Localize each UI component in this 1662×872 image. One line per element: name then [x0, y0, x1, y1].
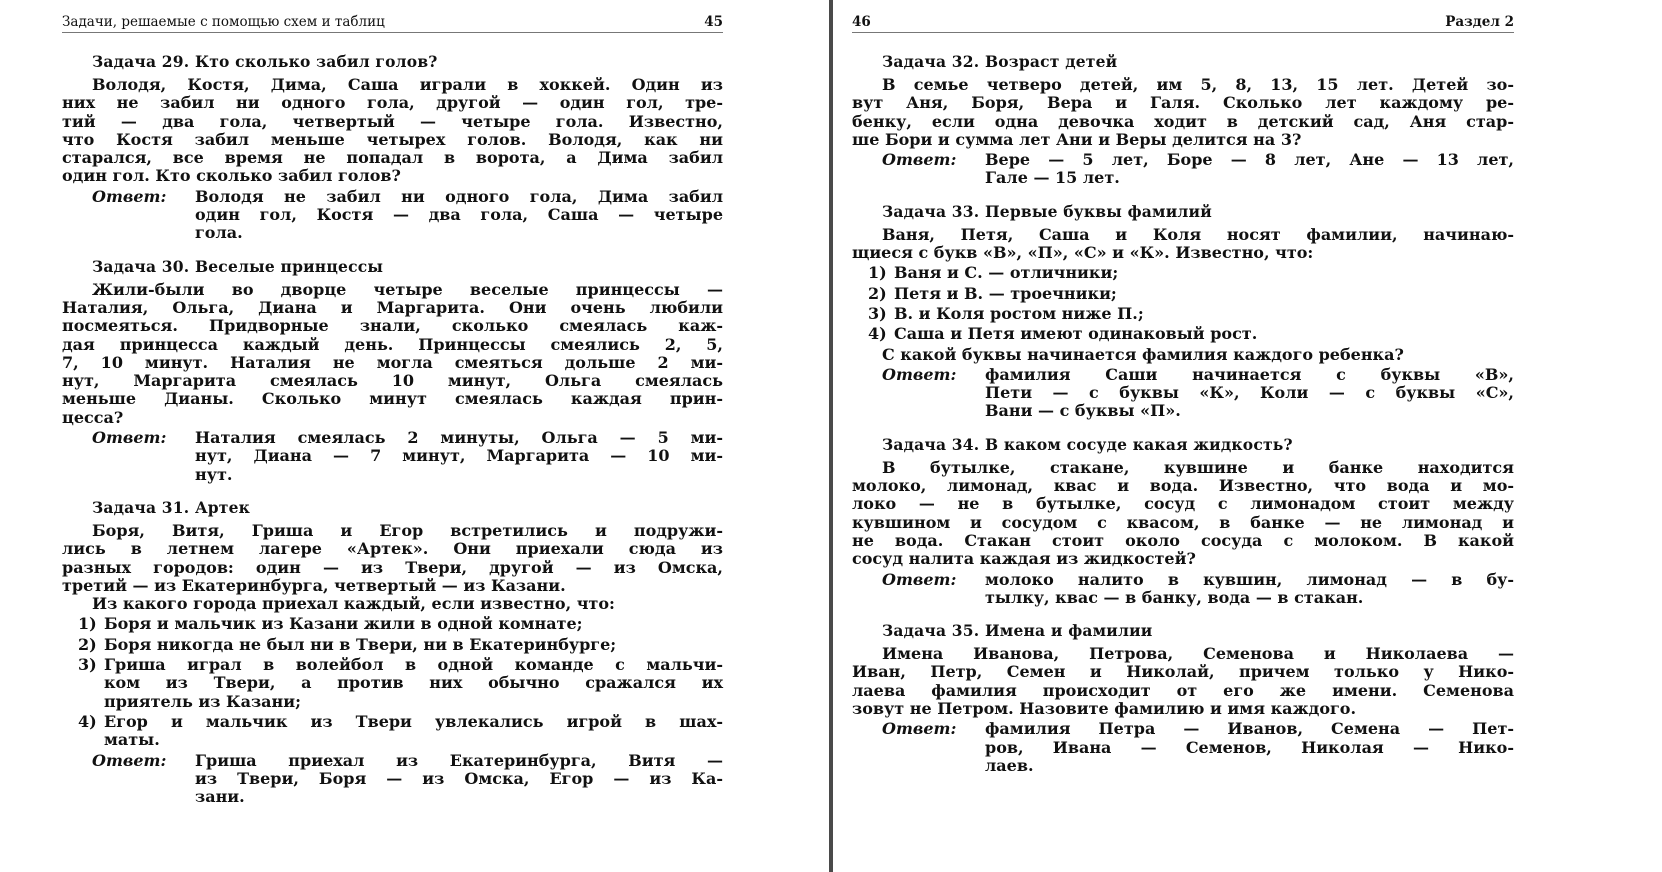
header-section: Раздел 2 [1445, 14, 1514, 30]
text-line: Петя и В. — троечники; [894, 283, 1117, 303]
answer-label: Ответ: [882, 364, 957, 384]
running-header [852, 14, 1514, 33]
condition-text [894, 285, 1514, 303]
text-line: тылку, квас — в банку, вода — в стакан. [985, 587, 1364, 607]
text-line: лись в летнем лагере «Артек». Они приехали сюда из [62, 539, 723, 559]
right-page [852, 0, 1514, 872]
condition-item [62, 615, 723, 633]
answer-block [62, 752, 723, 807]
task-body [62, 522, 723, 595]
text-line: Вере — 5 лет, Боре — 8 лет, Ане — 13 лет, [985, 150, 1514, 170]
condition-number: 3) [868, 303, 887, 323]
text-line: Гриша приехал из Екатеринбурга, Витя — [195, 750, 723, 770]
text-line: посмеяться. Придворные знали, сколько смеялась каж- [62, 316, 723, 336]
condition-text [894, 264, 1514, 282]
text-line: В бутылке, стакане, кувшине и банке находится [882, 457, 1514, 477]
answer-label: Ответ: [92, 428, 167, 448]
text-line: локо — не в бутылке, сосуд с лимонадом стоит между [852, 494, 1514, 514]
condition-list [62, 615, 723, 749]
text-line: нут, Маргарита смеялась 10 минут, Ольга смеялась [62, 371, 723, 391]
condition-item [852, 285, 1514, 303]
text-line: Саша и Петя имеют одинаковый рост. [894, 324, 1258, 344]
text-line: один гол. Кто сколько забил голов? [62, 166, 401, 186]
text-line: лаева фамилия происходит от его же имени. Семенова [852, 680, 1514, 700]
answer-block [852, 366, 1514, 421]
condition-item [852, 325, 1514, 343]
text-line: из Твери, Боря — из Омска, Егор — из Ка- [195, 768, 723, 788]
condition-text [894, 305, 1514, 323]
task-question: Из какого города приехал каждый, если известно, что: [92, 594, 615, 614]
text-line: ров, Ивана — Семенов, Николая — Нико- [985, 737, 1514, 757]
condition-text [104, 636, 723, 654]
task-title: Задача 34. В каком сосуде какая жидкость? [882, 434, 1293, 454]
task-body [852, 76, 1514, 149]
task-title: Задача 33. Первые буквы фамилий [882, 201, 1212, 221]
text-line: Гале — 15 лет. [985, 168, 1120, 188]
answer-label: Ответ: [882, 569, 957, 589]
text-line: разных городов: один — из Твери, другой — из Омска, [62, 557, 723, 577]
task-body [852, 459, 1514, 569]
text-line: фамилия Петра — Иванов, Семена — Пет- [985, 719, 1514, 739]
page-content [62, 52, 723, 820]
text-line: гола. [195, 223, 243, 243]
text-line: Володя, Костя, Дима, Саша играли в хоккей. Один из [92, 75, 723, 94]
answer-label: Ответ: [92, 186, 167, 206]
text-line: зани. [195, 787, 245, 807]
running-header [62, 14, 723, 33]
text-line: дая принцесса каждый день. Принцессы смеялись 2, 5, [62, 334, 723, 354]
header-title: Задачи, решаемые с помощью схем и таблиц [62, 14, 385, 30]
answer-text [195, 429, 723, 484]
answer-block [62, 429, 723, 484]
answer-text [985, 571, 1514, 608]
answer-block [852, 720, 1514, 775]
condition-item [62, 656, 723, 711]
text-line: фамилия Саши начинается с буквы «В», [985, 364, 1514, 384]
text-line: третий — из Екатеринбурга, четвертый — из Казани. [62, 575, 566, 595]
task-body [852, 645, 1514, 718]
answer-label: Ответ: [882, 719, 957, 739]
task-title: Задача 30. Веселые принцессы [92, 256, 384, 276]
condition-item [852, 264, 1514, 282]
task-body [62, 281, 723, 427]
text-line: щиеся с букв «В», «П», «С» и «К». Известно, что: [852, 243, 1314, 263]
text-line: Боря и мальчик из Казани жили в одной комнате; [104, 614, 583, 634]
text-line: Пети — с буквы «К», Коли — с буквы «С», [985, 383, 1514, 403]
answer-text [985, 720, 1514, 775]
answer-block [852, 571, 1514, 608]
task-block [852, 435, 1514, 607]
text-line: маты. [104, 730, 160, 750]
condition-item [852, 305, 1514, 323]
answer-text [195, 752, 723, 807]
condition-number: 4) [78, 711, 97, 731]
text-line: Наталия смеялась 2 минуты, Ольга — 5 ми- [195, 428, 723, 448]
text-line: 7, 10 минут. Наталия не могла смеяться дольше 2 ми- [62, 352, 723, 372]
text-line: цесса? [62, 407, 124, 427]
text-line: ше Бори и сумма лет Ани и Веры делится на 3? [852, 129, 1302, 149]
task-body [852, 226, 1514, 263]
text-line: кувшином и сосудом с квасом, в банке — не лимонад и [852, 512, 1514, 532]
answer-label: Ответ: [92, 750, 167, 770]
text-line: ком из Твери, а против них обычно сражался их [104, 673, 723, 693]
text-line: Егор и мальчик из Твери увлекались игрой в шах- [104, 711, 723, 731]
text-line: них не забил ни одного гола, другой — один гол, тре- [62, 93, 723, 113]
text-line: приятель из Казани; [104, 691, 302, 711]
text-line: не вода. Стакан стоит около сосуда с молоком. В какой [852, 530, 1514, 550]
page-content [852, 52, 1514, 789]
condition-list [852, 264, 1514, 343]
condition-item [62, 636, 723, 654]
condition-number: 1) [868, 263, 887, 283]
answer-text [985, 366, 1514, 421]
condition-text [104, 713, 723, 750]
text-line: Наталия, Ольга, Диана и Маргарита. Они очень любили [62, 297, 723, 317]
text-line: один гол, Костя — два гола, Саша — четыре [195, 205, 723, 225]
text-line: В. и Коля ростом ниже П.; [894, 303, 1144, 323]
answer-text [985, 151, 1514, 188]
page-number: 45 [704, 14, 723, 30]
text-line: тий — два гола, четвертый — четыре гола. Известно, [62, 111, 723, 131]
text-line: бенку, если одна девочка ходит в детский сад, Аня стар- [852, 111, 1514, 131]
text-line: старался, все время не попадал в ворота, а Дима забил [62, 148, 723, 168]
condition-number: 2) [868, 283, 887, 303]
page-divider [829, 0, 833, 872]
answer-label: Ответ: [882, 150, 957, 170]
task-question: С какой буквы начинается фамилия каждого ребенка? [882, 344, 1404, 364]
text-line: Гриша играл в волейбол в одной команде с мальчи- [104, 655, 723, 675]
text-line: нут. [195, 464, 233, 484]
text-line: Боря никогда не был ни в Твери, ни в Екатеринбурге; [104, 634, 617, 654]
left-page [62, 0, 723, 872]
task-body [62, 76, 723, 186]
condition-number: 1) [78, 614, 97, 634]
condition-number: 3) [78, 655, 97, 675]
condition-item [62, 713, 723, 750]
condition-text [104, 615, 723, 633]
condition-number: 4) [868, 324, 887, 344]
text-line: Боря, Витя, Гриша и Егор встретились и подружи- [92, 520, 723, 540]
text-line: Имена Иванова, Петрова, Семенова и Николаева — [882, 644, 1514, 664]
text-line: молоко, лимонад, квас и вода. Известно, что вода и мо- [852, 476, 1514, 496]
text-line: Володя не забил ни одного гола, Дима забил [195, 186, 723, 206]
condition-text [894, 325, 1514, 343]
condition-number: 2) [78, 634, 97, 654]
text-line: Иван, Петр, Семен и Николай, причем только у Нико- [852, 662, 1514, 682]
task-block [62, 498, 723, 806]
answer-block [852, 151, 1514, 188]
task-block [62, 52, 723, 243]
condition-text [104, 656, 723, 711]
task-block [852, 202, 1514, 421]
answer-block [62, 188, 723, 243]
text-line: что Костя забил меньше четырех голов. Володя, как ни [62, 129, 723, 149]
task-block [852, 52, 1514, 188]
task-title: Задача 31. Артек [92, 497, 251, 517]
task-block [852, 621, 1514, 775]
text-line: В семье четверо детей, им 5, 8, 13, 15 лет. Детей зо- [882, 75, 1514, 94]
text-line: сосуд налита каждая из жидкостей? [852, 549, 1196, 569]
text-line: Вани — с буквы «П». [985, 401, 1181, 421]
text-line: вут Аня, Боря, Вера и Галя. Сколько лет каждому ре- [852, 93, 1514, 113]
task-title: Задача 35. Имена и фамилии [882, 621, 1153, 641]
text-line: Ваня и С. — отличники; [894, 263, 1119, 283]
task-title: Задача 32. Возраст детей [882, 52, 1118, 71]
text-line: зовут не Петром. Назовите фамилию и имя каждого. [852, 699, 1357, 719]
task-block [62, 257, 723, 484]
answer-text [195, 188, 723, 243]
text-line: молоко налито в кувшин, лимонад — в бу- [985, 569, 1514, 589]
text-line: нут, Диана — 7 минут, Маргарита — 10 ми- [195, 446, 723, 466]
text-line: Жили-были во дворце четыре веселые принцессы — [92, 279, 723, 299]
text-line: лаев. [985, 755, 1034, 775]
page-number: 46 [852, 14, 871, 30]
task-title: Задача 29. Кто сколько забил голов? [92, 52, 438, 71]
text-line: меньше Дианы. Сколько минут смеялась каждая прин- [62, 389, 723, 409]
text-line: Ваня, Петя, Саша и Коля носят фамилии, начинаю- [882, 224, 1514, 244]
